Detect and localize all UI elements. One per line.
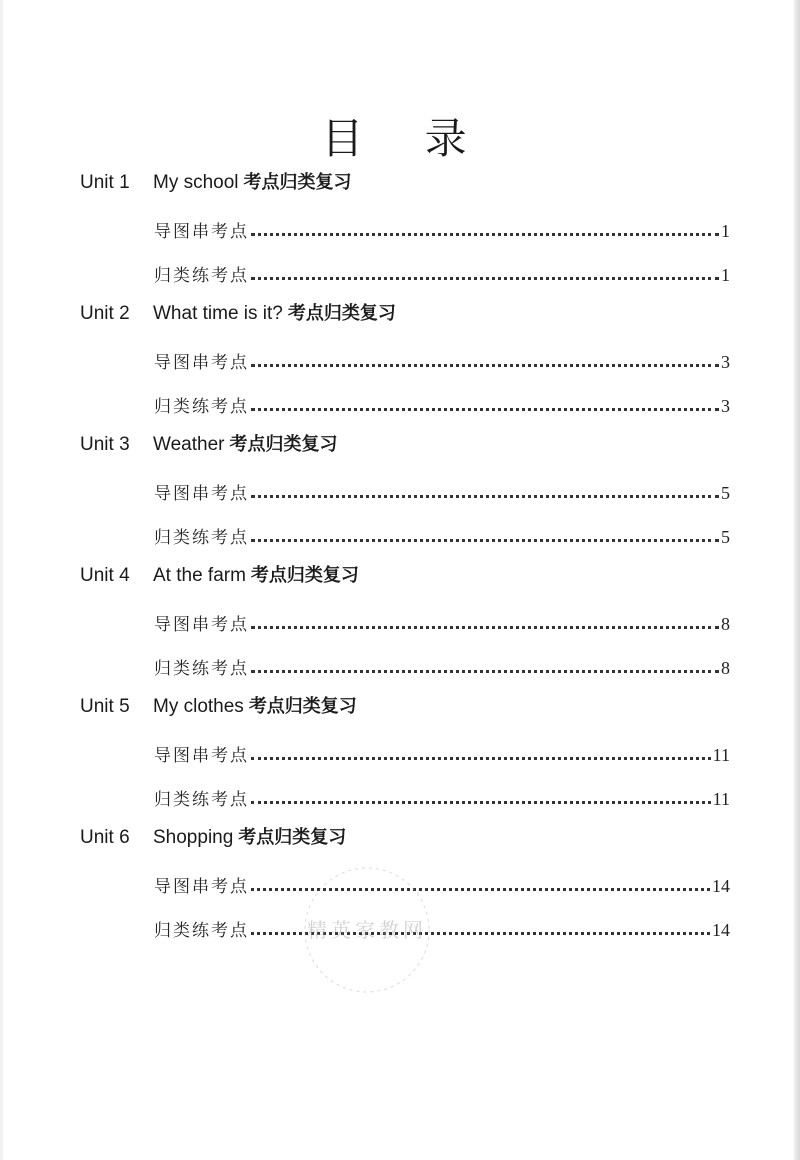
dot-leader <box>251 277 719 280</box>
unit-subtitle: 考点归类复习 <box>243 172 352 193</box>
unit-name: Shopping <box>153 827 234 848</box>
page-number: 5 <box>721 483 730 503</box>
toc-entry[interactable] <box>154 216 730 242</box>
page-edge-left <box>0 0 3 1160</box>
watermark-stamp <box>292 855 442 1005</box>
toc-entry[interactable] <box>154 609 730 635</box>
dot-leader <box>251 801 711 804</box>
unit-subtitle: 考点归类复习 <box>238 827 347 848</box>
toc-entry[interactable] <box>154 653 730 679</box>
entry-label: 导图串考点 <box>154 877 249 897</box>
toc-entry[interactable] <box>154 915 730 941</box>
dot-leader <box>251 408 719 411</box>
toc-entry[interactable] <box>154 478 730 504</box>
unit-subtitle: 考点归类复习 <box>287 303 396 324</box>
toc-entry[interactable] <box>154 522 730 548</box>
page-number: 11 <box>712 745 730 765</box>
unit-number: Unit 4 <box>80 565 130 586</box>
dot-leader <box>251 670 719 673</box>
entry-label: 归类练考点 <box>154 790 249 810</box>
unit-heading[interactable] <box>80 430 730 460</box>
dot-leader <box>251 539 719 542</box>
entry-label: 归类练考点 <box>154 921 249 941</box>
dot-leader <box>251 626 719 629</box>
page-number: 5 <box>721 527 730 547</box>
table-of-contents <box>80 168 730 941</box>
unit-number: Unit 1 <box>80 172 130 193</box>
toc-unit-4 <box>80 561 730 679</box>
unit-number: Unit 5 <box>80 696 130 717</box>
toc-unit-2 <box>80 299 730 417</box>
dot-leader <box>251 495 719 498</box>
unit-number: Unit 3 <box>80 434 130 455</box>
entry-label: 导图串考点 <box>154 746 249 766</box>
dot-leader <box>251 757 711 760</box>
entry-label: 归类练考点 <box>154 266 249 286</box>
unit-heading[interactable] <box>80 692 730 722</box>
toc-entry[interactable] <box>154 740 730 766</box>
page-number: 8 <box>721 614 730 634</box>
unit-name: At the farm <box>153 565 246 586</box>
page-edge-right <box>794 0 800 1160</box>
unit-number: Unit 6 <box>80 827 130 848</box>
unit-name: What time is it? <box>153 303 283 324</box>
page-number: 3 <box>721 352 730 372</box>
toc-entry[interactable] <box>154 347 730 373</box>
page-number: 14 <box>712 876 730 896</box>
entry-label: 导图串考点 <box>154 484 249 504</box>
page-title: 目 录 <box>321 114 491 164</box>
entry-label: 导图串考点 <box>154 615 249 635</box>
toc-entry[interactable] <box>154 784 730 810</box>
page-number: 8 <box>721 658 730 678</box>
watermark-text: 精英家教网 <box>307 918 427 942</box>
page-number: 14 <box>712 920 730 940</box>
unit-heading[interactable] <box>80 168 730 198</box>
toc-unit-5 <box>80 692 730 810</box>
entry-label: 归类练考点 <box>154 528 249 548</box>
entry-label: 导图串考点 <box>154 222 249 242</box>
page-number: 3 <box>721 396 730 416</box>
unit-name: My clothes <box>153 696 244 717</box>
page-number: 1 <box>721 265 730 285</box>
toc-unit-3 <box>80 430 730 548</box>
unit-heading[interactable] <box>80 823 730 853</box>
unit-subtitle: 考点归类复习 <box>250 565 359 586</box>
page-number: 11 <box>712 789 730 809</box>
unit-subtitle: 考点归类复习 <box>248 696 357 717</box>
entry-label: 归类练考点 <box>154 659 249 679</box>
unit-subtitle: 考点归类复习 <box>229 434 338 455</box>
unit-name: Weather <box>153 434 225 455</box>
page-number: 1 <box>721 221 730 241</box>
toc-entry[interactable] <box>154 871 730 897</box>
dot-leader <box>251 233 719 236</box>
unit-heading[interactable] <box>80 299 730 329</box>
toc-entry[interactable] <box>154 260 730 286</box>
unit-heading[interactable] <box>80 561 730 591</box>
entry-label: 导图串考点 <box>154 353 249 373</box>
entry-label: 归类练考点 <box>154 397 249 417</box>
dot-leader <box>251 364 719 367</box>
toc-unit-1 <box>80 168 730 286</box>
unit-name: My school <box>153 172 239 193</box>
toc-entry[interactable] <box>154 391 730 417</box>
unit-number: Unit 2 <box>80 303 130 324</box>
